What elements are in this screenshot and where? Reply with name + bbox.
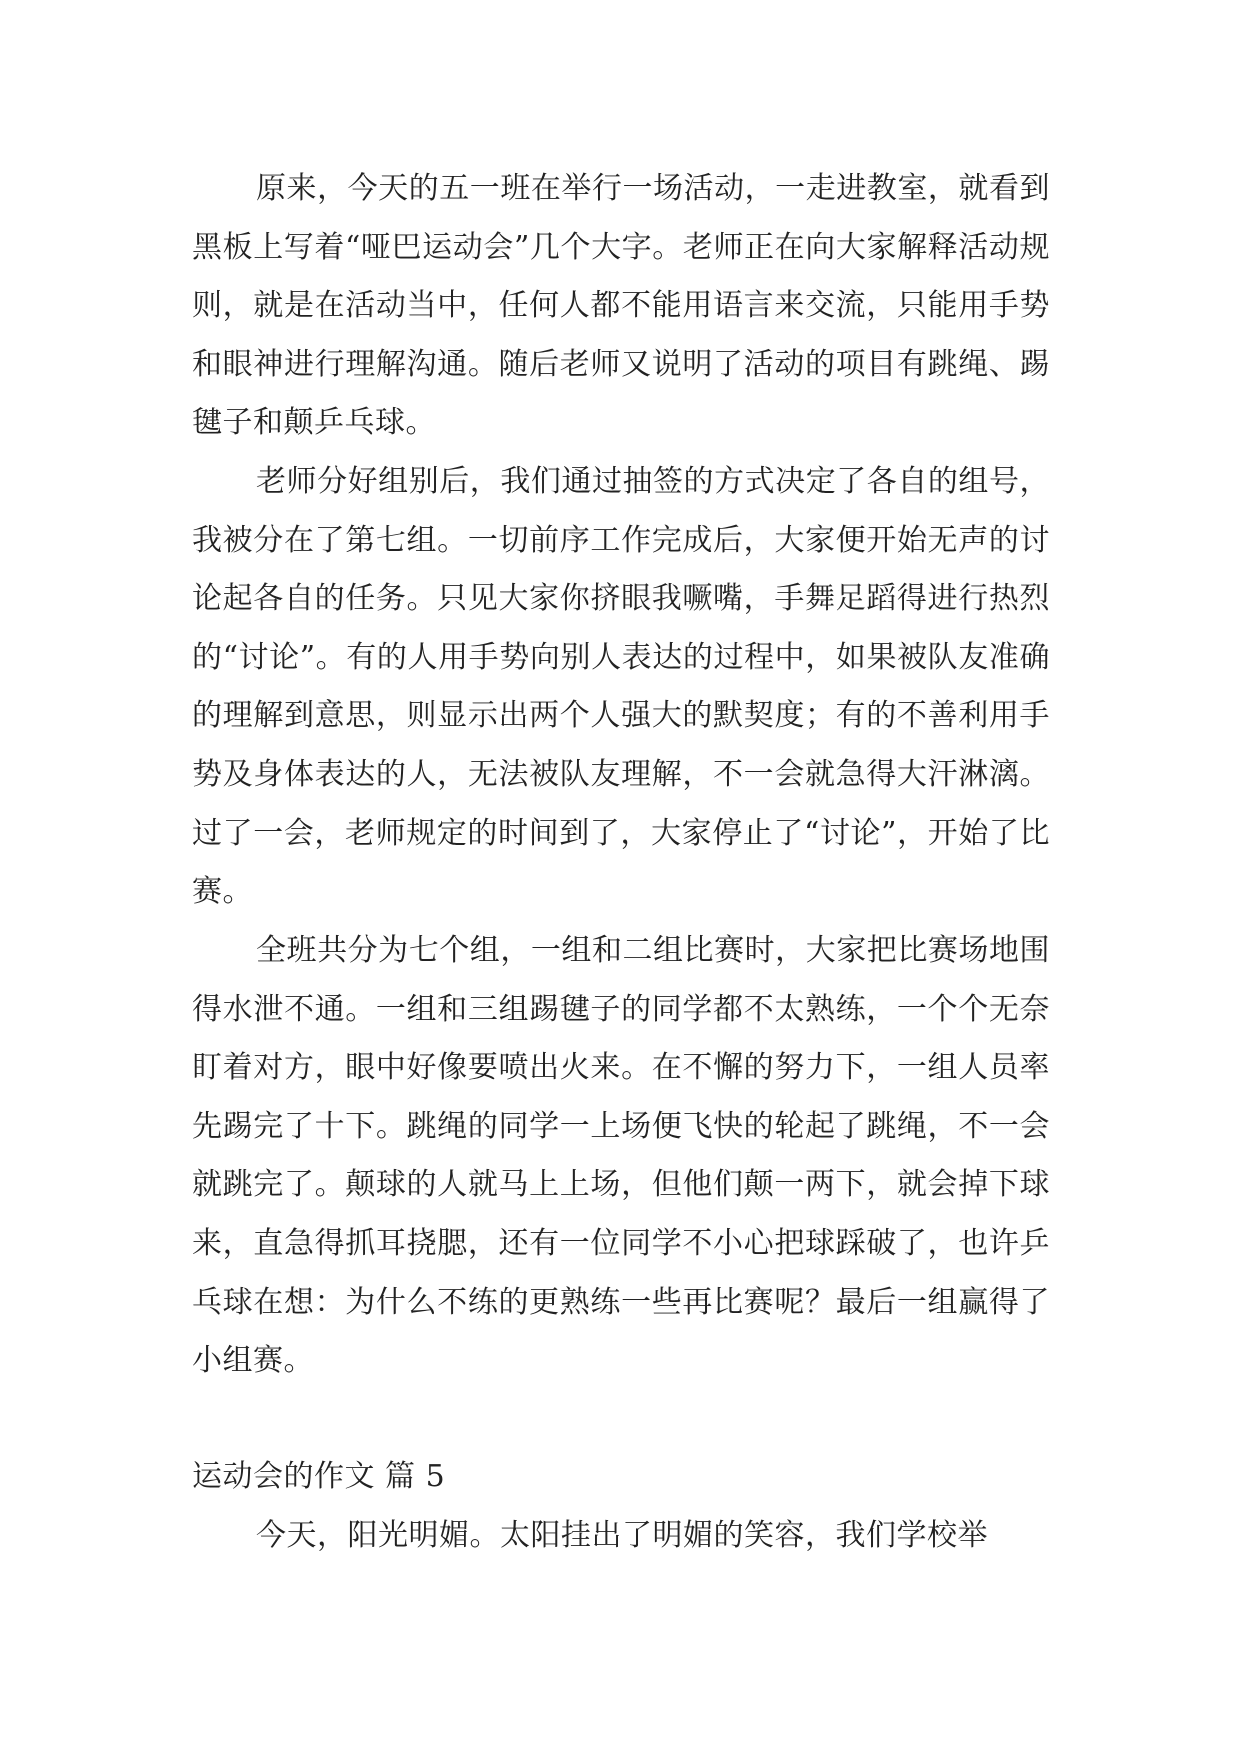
body-paragraph <box>192 1507 1050 1566</box>
body-paragraph <box>192 160 1050 453</box>
body-paragraph <box>192 453 1050 922</box>
paragraph-text: 原来，今天的五一班在举行一场活动，一走进教室，就看到黑板上写着“哑巴运动会”几个大字。老师正在向大家解释活动规则，就是在活动当中，任何人都不能用语言来交流，只能用手势和眼神进行理解沟通。随后老师又说明了活动的项目有跳绳、踢毽子和颠乒乓球。 <box>192 171 1050 441</box>
body-paragraph <box>192 922 1050 1391</box>
paragraph-text: 老师分好组别后，我们通过抽签的方式决定了各自的组号，我被分在了第七组。一切前序工作完成后，大家便开始无声的讨论起各自的任务。只见大家你挤眼我噘嘴，手舞足蹈得进行热烈的“讨论”。有的人用手势向别人表达的过程中，如果被队友准确的理解到意思，则显示出两个人强大的默契度；有的不善利用手势及身体表达的人，无法被队友理解，不一会就急得大汗淋漓。过了一会，老师规定的时间到了，大家停止了“讨论”，开始了比赛。 <box>192 464 1050 910</box>
paragraph-text: 今天，阳光明媚。太阳挂出了明媚的笑容，我们学校举 <box>256 1518 988 1553</box>
paragraph-text: 全班共分为七个组，一组和二组比赛时，大家把比赛场地围得水泄不通。一组和三组踢毽子的同学都不太熟练，一个个无奈盯着对方，眼中好像要喷出火来。在不懈的努力下，一组人员率先踢完了十下。跳绳的同学一上场便飞快的轮起了跳绳，不一会就跳完了。颠球的人就马上上场，但他们颠一两下，就会掉下球来，直急得抓耳挠腮，还有一位同学不小心把球踩破了，也许乒乓球在想：为什么不练的更熟练一些再比赛呢？最后一组赢得了小组赛。 <box>192 933 1050 1379</box>
section-heading: 运动会的作文 篇 5 <box>192 1459 446 1494</box>
